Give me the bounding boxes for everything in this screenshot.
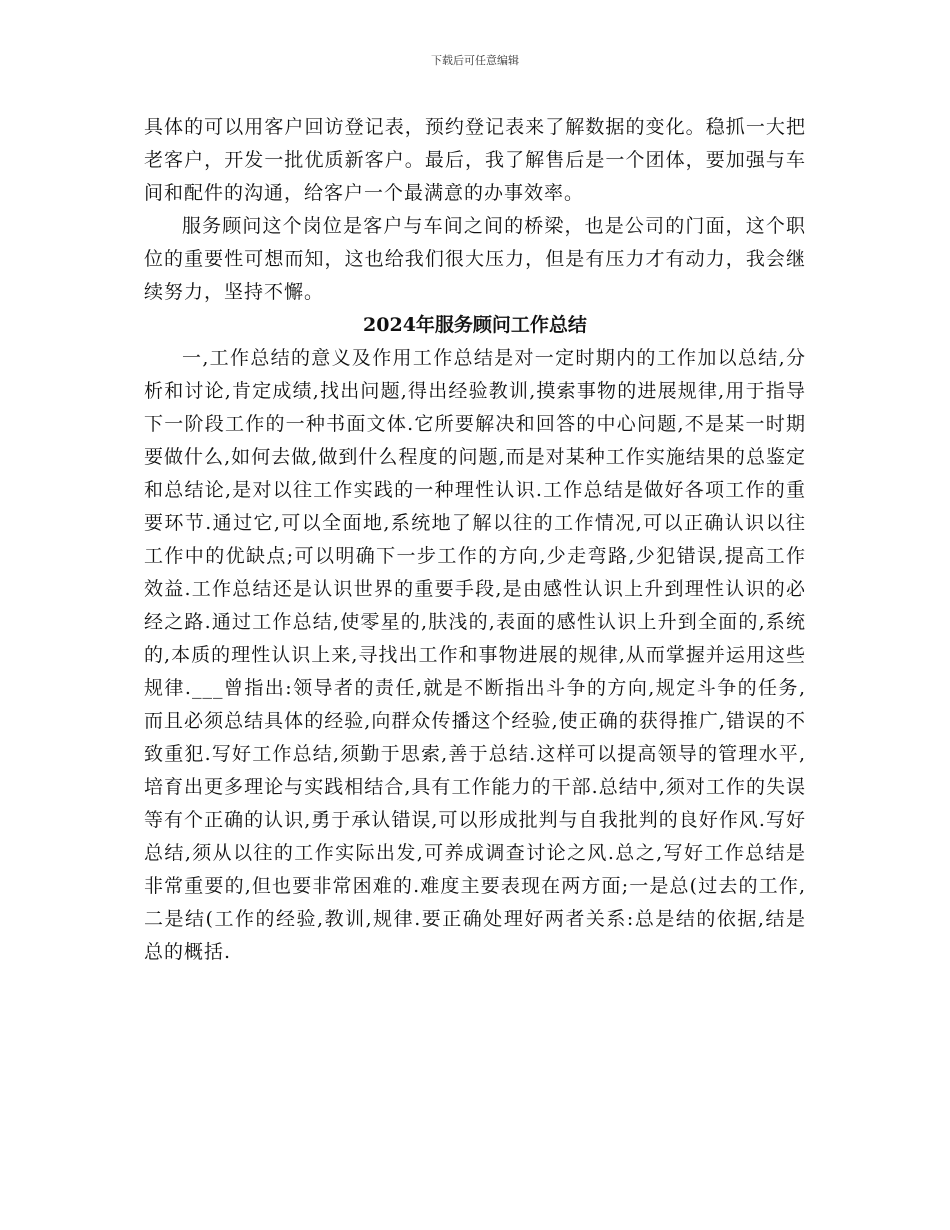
document-body bbox=[144, 111, 806, 969]
paragraph-1: 具体的可以用客户回访登记表，预约登记表来了解数据的变化。稳抓一大把老客户，开发一批优质新客户。最后，我了解售后是一个团体，要加强与车间和配件的沟通，给客户一个最满意的办事效率。 bbox=[144, 116, 806, 204]
paragraph-3: 一,工作总结的意义及作用工作总结是对一定时期内的工作加以总结,分析和讨论,肯定成绩,找出问题,得出经验教训,摸索事物的进展规律,用于指导下一阶段工作的一种书面文体.它所要解决和回答的中心问题,不是某一时期要做什么,如何去做,做到什么程度的问题,而是对某种工作实施结果的总鉴定和总结论,是对以往工作实践的一种理性认识.工作总结是做好各项工作的重要环节.通过它,可以全面地,系统地了解以往的工作情况,可以正确认识以往工作中的优缺点;可以明确下一步工作的方向,少走弯路,少犯错误,提高工作效益.工作总结还是认识世界的重要手段,是由感性认识上升到理性认识的必经之路.通过工作总结,使零星的,肤浅的,表面的感性认识上升到全面的,系统的,本质的理性认识上来,寻找出工作和事物进展的规律,从而掌握并运用这些规律.___曾指出:领导者的责任,就是不断指出斗争的方向,规定斗争的任务,而且必须总结具体的经验,向群众传播这个经验,使正确的获得推广,错误的不致重犯.写好工作总结,须勤于思索,善于总结.这样可以提高领导的管理水平,培育出更多理论与实践相结合,具有工作能力的干部.总结中,须对工作的失误等有个正确的认识,勇于承认错误,可以形成批判与自我批判的良好作风.写好总结,须从以往的工作实际出发,可养成调查讨论之风.总之,写好工作总结是非常重要的,但也要非常困难的.难度主要表现在两方面;一是总(过去的工作,二是结(工作的经验,教训,规律.要正确处理好两者关系:总是结的依据,结是总的概括. bbox=[144, 347, 806, 963]
section-title: 2024年服务顾问工作总结 bbox=[363, 314, 587, 336]
page-header-note: 下载后可任意编辑 bbox=[431, 54, 519, 67]
paragraph-2: 服务顾问这个岗位是客户与车间之间的桥梁，也是公司的门面，这个职位的重要性可想而知，这也给我们很大压力，但是有压力才有动力，我会继续努力，坚持不懈。 bbox=[144, 215, 806, 303]
